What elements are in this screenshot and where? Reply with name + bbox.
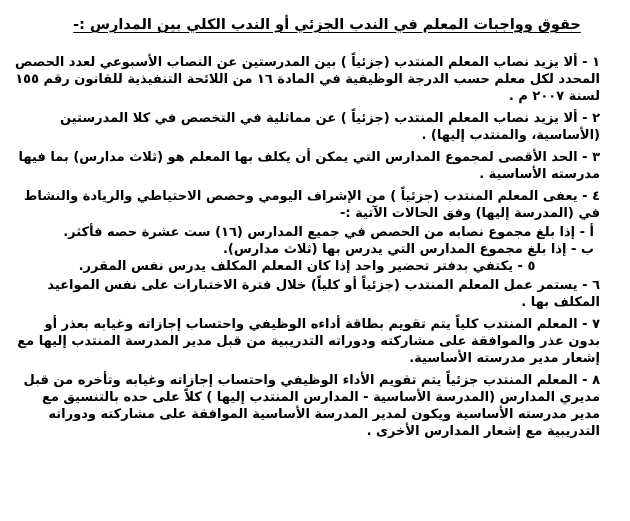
paragraph-2: ٢ - ألا يزيد نصاب المعلم المنتدب (جزئياً ) عن مماثلية في التخصص في كلا المدرستين (الأساسية، والمنتدب إليها) .: [60, 111, 600, 143]
paragraph-1: ١ - ألا يزيد نصاب المعلم المنتدب (جزئياً ) بين المدرستين عن النصاب الأسبوعي لعدد الحصص المحدد لكل معلم حسب الدرجة الوظيفية في المادة ١٦ من اللائحة التنفيذية للقانون رقم ١٥٥ لسنة ٢٠٠٧ م .: [15, 55, 600, 104]
paragraph-5: ٥ - يكتفي بدفتر تحضير واحد إذا كان المعلم المكلف يدرس نفس المقرر.: [78, 259, 536, 274]
paragraph-4-item-a: أ - إذا بلغ مجموع نصابه من الحصص في جميع المدارس (١٦) ست عشرة حصه فأكثر.: [63, 225, 594, 240]
paragraph-3: ٣ - الحد الأقصى لمجموع المدارس التي يمكن أن يكلف بها المعلم هو (ثلاث مدارس) بما فيها مدرسته الأساسية .: [18, 150, 600, 182]
page-title: حقوق وواجبات المعلم في الندب الجزئي أو الندب الكلي بين المدارس :-: [73, 17, 581, 33]
paragraph-4: ٤ - يعفى المعلم المنتدب (جزئياً ) من الإشراف اليومي وحصص الاحتياطي والريادة والنشاط في (المدرسة إليها) وفق الحالات الآتية :-: [23, 189, 600, 221]
paragraph-4-item-b: ب - إذا بلغ مجموع المدارس التي يدرس بها (ثلاث مدارس).: [222, 242, 594, 257]
paragraph-8: ٨ - المعلم المنتدب جزئياً يتم تقويم الأداء الوظيفي واحتساب إجازاته وغيابه وتأخره من قبل مديري المدارس (المدرسة الأساسية - المدارس المنتدب إليها ) كلاً على حده بالتنسيق مع مدير مدرسته الأساسية ويكون لمدير المدرسة الأساسية الموافقة على مشاركته ودوراته التدريبية مع إشعار المدارس الأخرى .: [23, 373, 600, 439]
paragraph-7: ٧ - المعلم المنتدب كلياً يتم تقويم بطاقة أداءه الوظيفي واحتساب إجازاته وغيابه بعذر أو بدون عذر والموافقة على مشاركته ودوراته التدريبية من قبل مدير المدرسة المنتدب إليها مع إشعار مدير مدرسته الأساسية.: [17, 317, 600, 366]
paragraph-6: ٦ - يستمر عمل المعلم المنتدب (جزئياً أو كلياً) خلال فترة الاختبارات على نفس المواعيد المكلف بها .: [47, 278, 600, 310]
